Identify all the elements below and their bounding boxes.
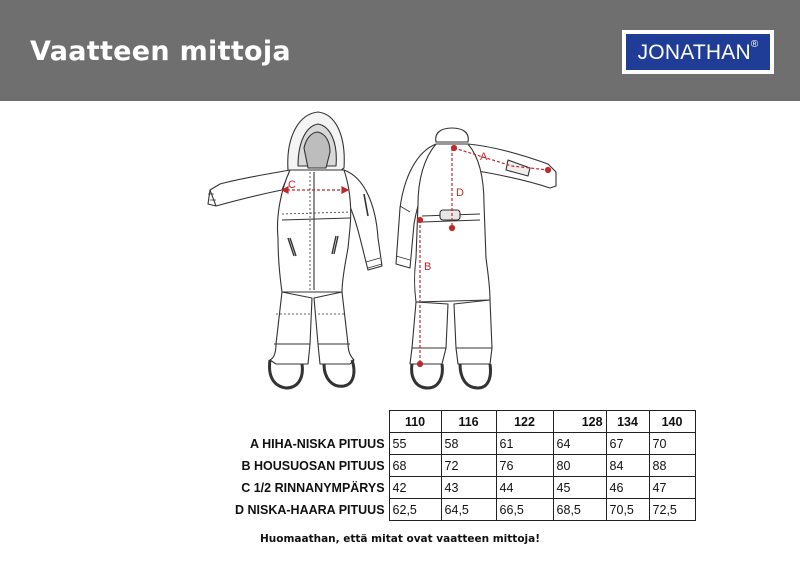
- table-cell: 61: [496, 433, 553, 455]
- label-c: C: [288, 179, 296, 191]
- page-title: Vaatteen mittoja: [30, 36, 291, 67]
- registered-mark: ®: [750, 39, 759, 50]
- brand-logo-box: [626, 34, 770, 70]
- table-cell: 84: [606, 455, 649, 477]
- table-cell: 68: [389, 455, 441, 477]
- table-cell: 62,5: [389, 499, 441, 521]
- table-cell: 44: [496, 477, 553, 499]
- size-header: 122: [496, 411, 553, 433]
- size-table: [232, 410, 696, 521]
- size-header: 110: [389, 411, 441, 433]
- table-row: [232, 455, 695, 477]
- brand-logo-text: [627, 41, 769, 65]
- brand-logo: [622, 30, 774, 74]
- table-cell: 80: [553, 455, 606, 477]
- size-header: 128: [553, 411, 606, 433]
- table-row: [232, 477, 695, 499]
- table-cell: 72,5: [649, 499, 695, 521]
- row-label: D NISKA-HAARA PITUUS: [235, 502, 385, 517]
- brand-logo-name: JONATHAN: [637, 41, 751, 64]
- front-view: [208, 112, 382, 388]
- table-row: [232, 499, 695, 521]
- table-cell: 43: [441, 477, 496, 499]
- table-cell: 46: [606, 477, 649, 499]
- table-cell: 55: [389, 433, 441, 455]
- size-header: 140: [649, 411, 695, 433]
- row-label: C 1/2 RINNANYMPÄRYS: [241, 480, 385, 495]
- footer-note: Huomaathan, että mitat ovat vaatteen mittoja!: [259, 533, 541, 545]
- size-header: 134: [606, 411, 649, 433]
- label-a: A: [480, 151, 488, 163]
- table-cell: 68,5: [553, 499, 606, 521]
- table-cell: 64: [553, 433, 606, 455]
- table-cell: 88: [649, 455, 695, 477]
- row-label: B HOUSUOSAN PITUUS: [241, 458, 385, 473]
- table-cell: 45: [553, 477, 606, 499]
- label-b: B: [424, 261, 432, 273]
- table-cell: 58: [441, 433, 496, 455]
- table-cell: 70: [649, 433, 695, 455]
- table-row: [232, 433, 695, 455]
- table-cell: 72: [441, 455, 496, 477]
- header-spacer: [232, 411, 389, 433]
- table-cell: 66,5: [496, 499, 553, 521]
- row-label: A HIHA-NISKA PITUUS: [250, 436, 385, 451]
- table-cell: 76: [496, 455, 553, 477]
- label-d: D: [456, 187, 464, 199]
- size-header-row: [232, 411, 695, 433]
- table-cell: 67: [606, 433, 649, 455]
- table-cell: 47: [649, 477, 695, 499]
- table-cell: 64,5: [441, 499, 496, 521]
- table-cell: 70,5: [606, 499, 649, 521]
- garment-drawing: [190, 108, 610, 404]
- size-header: 116: [441, 411, 496, 433]
- table-cell: 42: [389, 477, 441, 499]
- header-bar: [0, 0, 800, 101]
